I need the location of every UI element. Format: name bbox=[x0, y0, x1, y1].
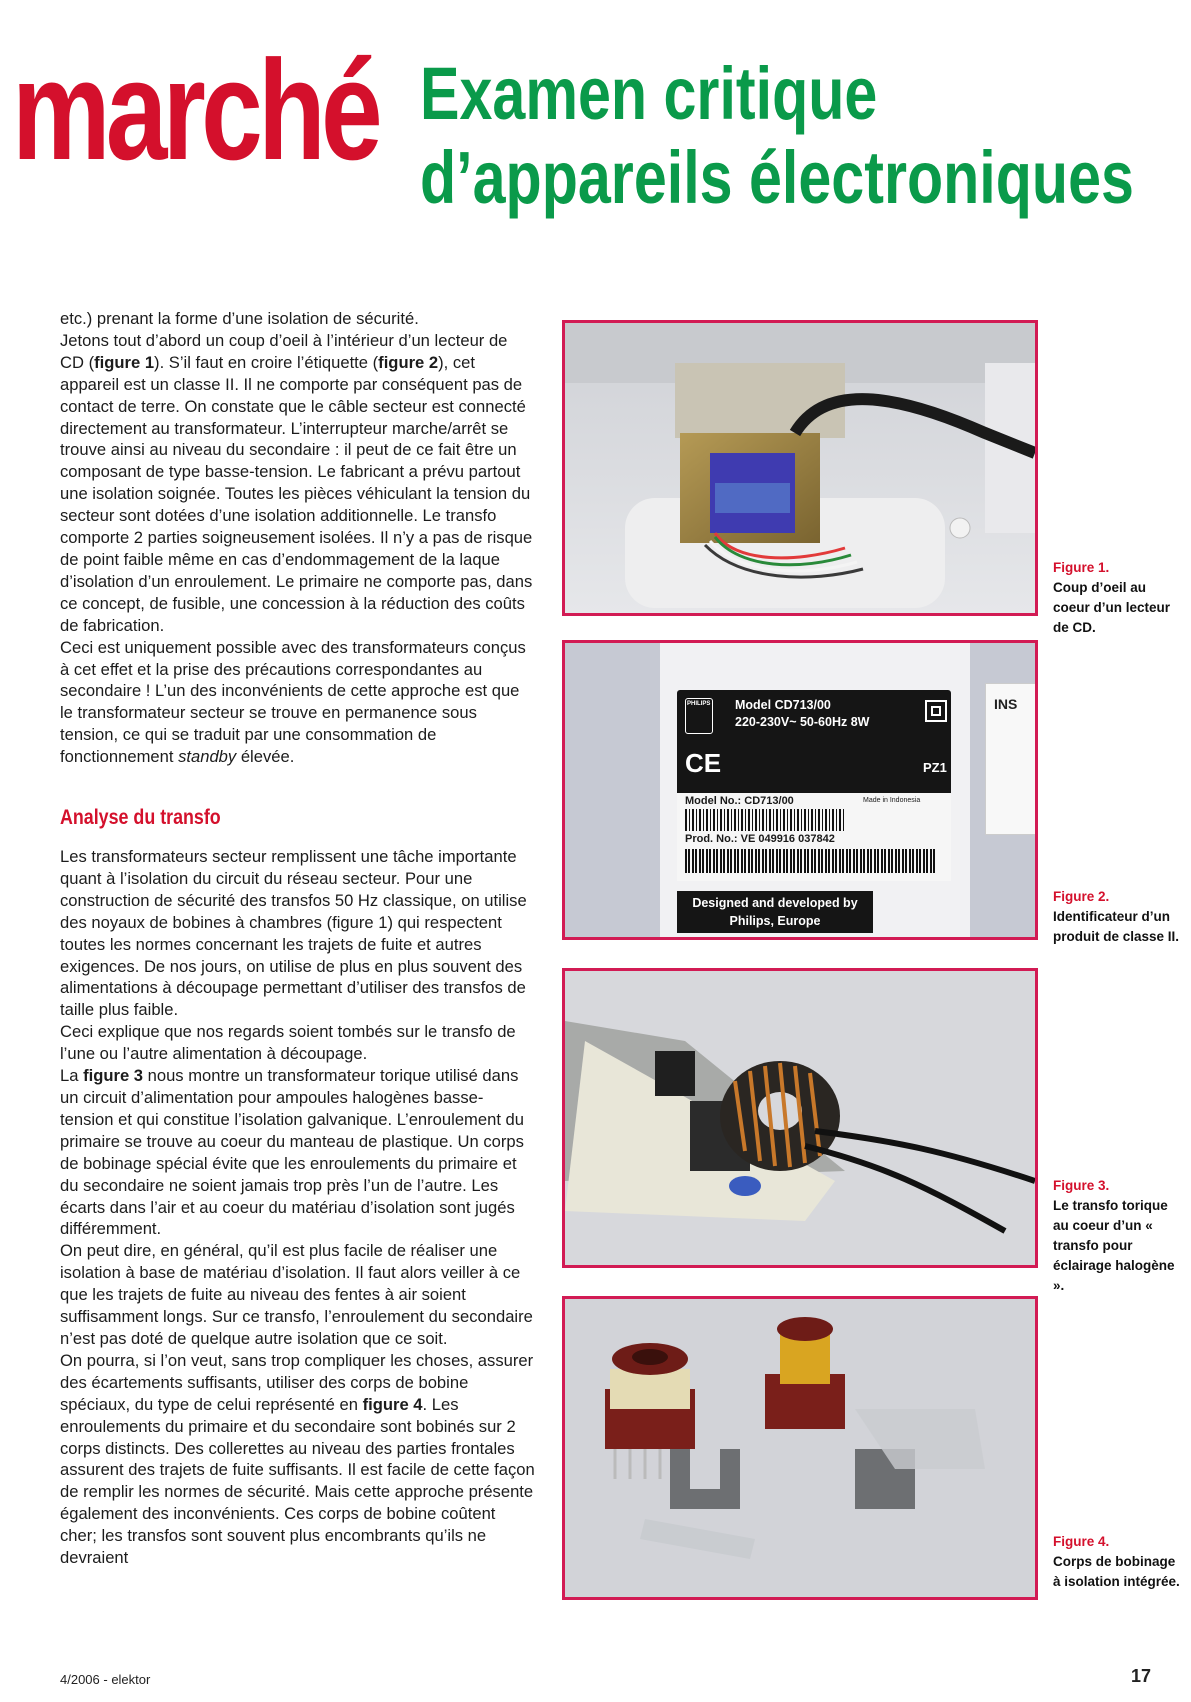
barcode bbox=[685, 849, 935, 873]
designed-by-label: Designed and developed by Philips, Europe bbox=[677, 891, 873, 933]
label-model: Model CD713/00 bbox=[735, 698, 831, 712]
barcode-label: Model No.: CD713/00 Made in Indonesia Prod. No.: VE 049916 037842 bbox=[677, 793, 951, 881]
paragraph: Jetons tout d’abord un coup d’oeil à l’intérieur d’un lecteur de CD (figure 1). S’il faut en croire l’étiquette (figure 2), cet appareil est un classe II. Il ne comporte par conséquent pas de contact de terre. On constate que le câble secteur est connecté directement au transformateur. L’interrupteur marche/arrêt se trouve ainsi au niveau du secondaire : il peut de ce fait être un composant de type basse-tension. Le fabricant a prévu partout une isolation soignée. Toutes les pièces véhiculant la tension du secteur sont dotées d’une isolation additionnelle. Le transfo comporte 2 parties soigneusement isolées. Il n’y a pas de risque de point faible même en cas d’endommagement de la laque d’isolation d’un enroulement. Le primaire ne comporte pas, dans ce concept, de fusible, une concession à la réduction des coûts de fabrication. bbox=[60, 330, 533, 635]
section-rubric: marché bbox=[12, 31, 378, 190]
title-line-1: Examen critique bbox=[420, 52, 878, 135]
figure-3-photo bbox=[562, 968, 1038, 1268]
ce-mark: CE bbox=[685, 748, 722, 778]
figure-2-photo bbox=[562, 640, 1038, 940]
page-number: 17 bbox=[1131, 1666, 1152, 1686]
article-body bbox=[60, 308, 535, 1569]
figure-ref: figure 3 bbox=[83, 1066, 144, 1086]
page-header bbox=[0, 0, 1191, 300]
barcode bbox=[685, 809, 845, 831]
paragraph: La figure 3 nous montre un transformateur torique utilisé dans un circuit d’alimentation pour ampoules halogènes basse-tension et qui constitue l’isolation galvanique. L’enroulement du primaire se trouve au coeur du manteau de plastique. Un corps de bobinage spécial évite que les enroulements du primaire et du secondaire ne soient jamais trop près l’un de l’autre. Les écarts dans l’air et au coeur du matériau d’isolation sont jugés différemment. bbox=[60, 1066, 525, 1239]
figure-ref: figure 1 bbox=[94, 352, 155, 372]
figure-1-caption: Figure 1. Coup d’oeil au coeur d’un lecteur de CD. bbox=[1053, 560, 1171, 635]
figure-2-caption: Figure 2. Identificateur d’un produit de classe II. bbox=[1053, 889, 1180, 944]
figure-4-photo bbox=[562, 1296, 1038, 1600]
figure-3-caption: Figure 3. Le transfo torique au coeur d’un « transfo pour éclairage halogène ». bbox=[1053, 1178, 1175, 1293]
label-pz: PZ1 bbox=[923, 760, 947, 775]
adjacent-sticker: INS bbox=[985, 683, 1038, 835]
bobbins-illustration bbox=[565, 1299, 1035, 1597]
label-rating: 220-230V~ 50-60Hz 8W bbox=[735, 715, 870, 729]
paragraph: Ceci est uniquement possible avec des transformateurs conçus à cet effet et la prise des précautions correspondantes au secondaire ! L’un des inconvénients de cette approche est que le transformateur secteur se trouve en permanence sous tension, ce qui se traduit par une consommation de fonctionnement standby élevée. bbox=[60, 637, 526, 767]
paragraph: On pourra, si l’on veut, sans trop compliquer les choses, assurer des écartements suffisants, utiliser des corps de bobine spéciaux, du type de celui représenté en figure 4. Les enroulements du primaire et du secondaire sont bobinés sur 2 corps distincts. Des collerettes au niveau des parties frontales assurent des trajets de fuite suffisants. Il est facile de cette façon de remplir les normes de sécurité. Mais cette approche présente également des inconvénients. Ces corps de bobine coûtent cher; les transfos sont souvent plus encombrants qu’ils ne devraient bbox=[60, 1350, 535, 1568]
class-ii-symbol-icon bbox=[925, 700, 947, 722]
paragraph: Ceci explique que nos regards soient tombés sur le transfo de l’une ou l’autre alimentation à découpage. bbox=[60, 1022, 516, 1064]
figure-1-photo bbox=[562, 320, 1038, 616]
issue-footer: 4/2006 - elektor bbox=[60, 1672, 151, 1687]
figure-4-caption: Figure 4. Corps de bobinage à isolation intégrée. bbox=[1053, 1534, 1180, 1589]
title-line-2: d’appareils électroniques bbox=[420, 136, 1134, 219]
figure-ref: figure 2 bbox=[378, 352, 439, 372]
toroid-illustration bbox=[565, 971, 1035, 1265]
philips-logo: PHILIPS bbox=[685, 698, 713, 734]
figure-ref: figure 4 bbox=[362, 1394, 423, 1414]
transformer-illustration bbox=[565, 323, 1035, 613]
section-subheading: Analyse du transfo bbox=[60, 806, 221, 830]
paragraph: Les transformateurs secteur remplissent une tâche importante quant à l’isolation du circuit du réseau secteur. Pour une construction de sécurité des transfos 50 Hz classique, on utilise des noyaux de bobines à chambres (figure 1) qui respectent toutes les normes concernant les trajets de fuite et autres exigences. De nos jours, on utilise de plus en plus souvent des alimentations à découpage permettant d’utiliser des transfos de taille plus faible. bbox=[60, 847, 527, 1020]
article-title bbox=[420, 52, 1134, 220]
paragraph: etc.) prenant la forme d’une isolation de sécurité. bbox=[60, 309, 419, 328]
paragraph: On peut dire, en général, qu’il est plus facile de réaliser une isolation à base de matériau d’isolation. Il faut alors veiller à ce que les trajets de fuite au niveau des fentes à air soient suffisamment longs. Sur ce transfo, l’enroulement du secondaire n’est pas doté de quelque autre isolation que ce soit. bbox=[60, 1241, 533, 1348]
